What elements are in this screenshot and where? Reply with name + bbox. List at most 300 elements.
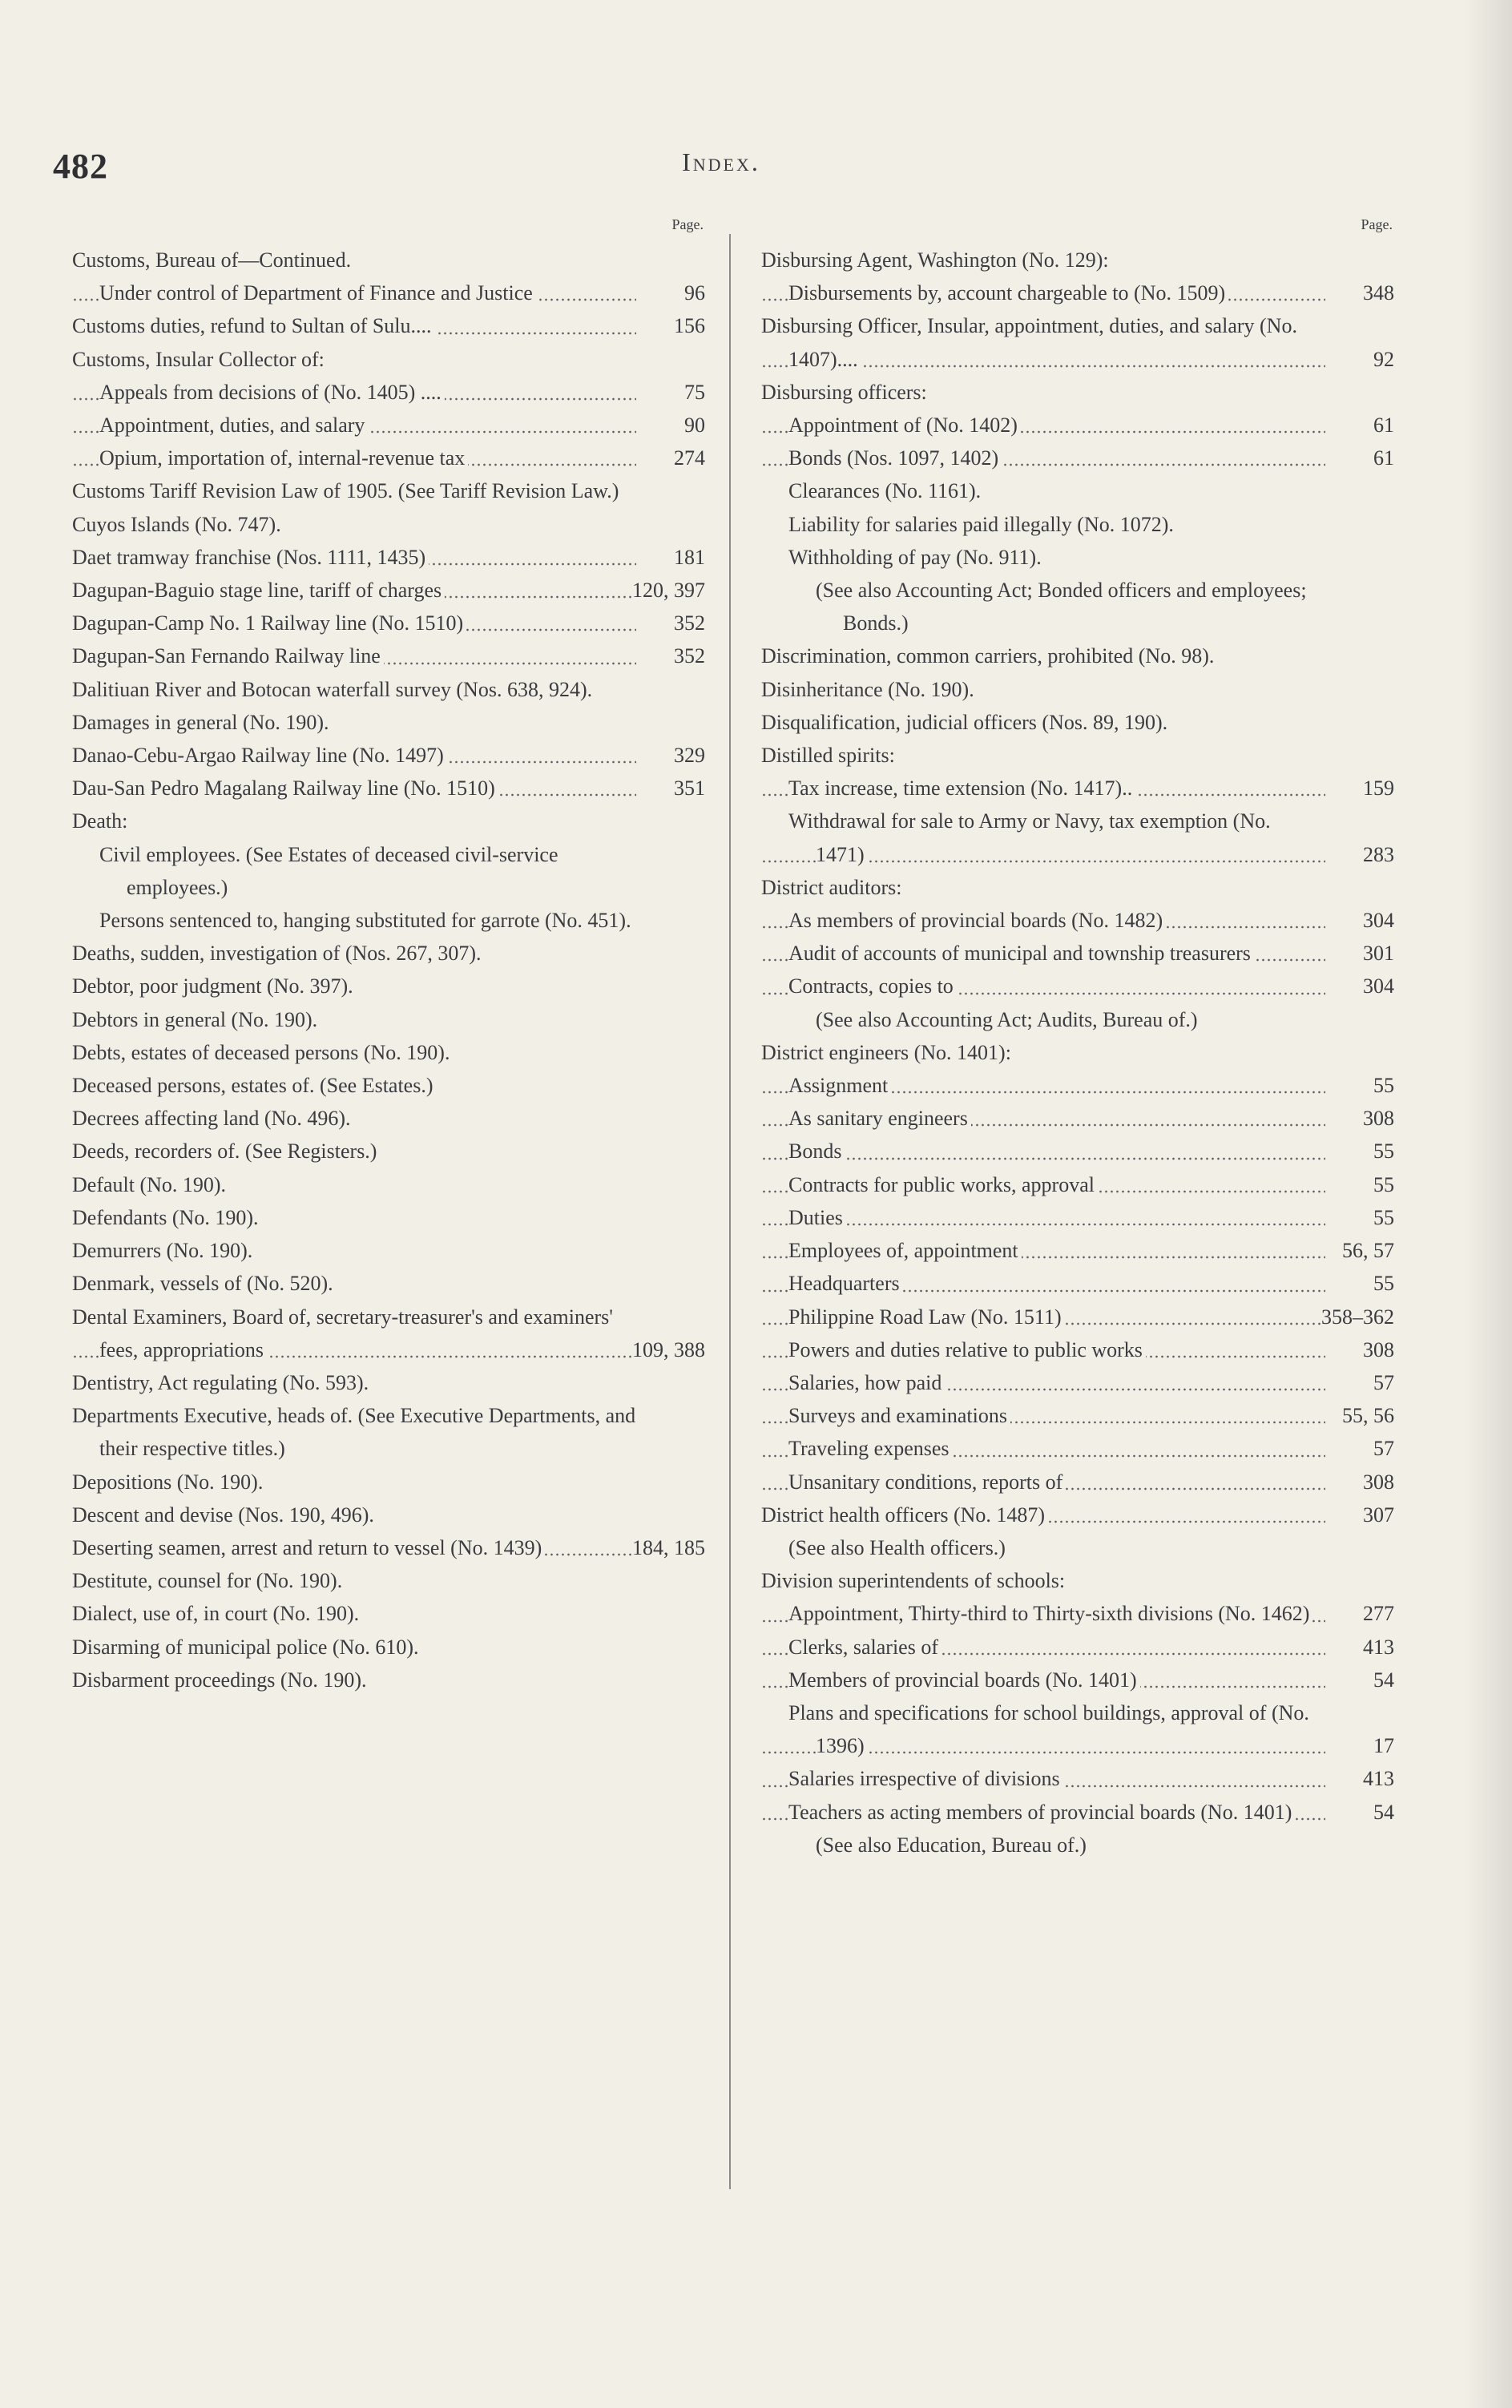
index-entry — [761, 970, 1394, 1002]
left-entry-list — [72, 244, 705, 1696]
index-entry-text — [72, 1069, 636, 1102]
index-entry — [761, 1466, 1394, 1498]
index-entry-label: Defendants (No. 190). — [72, 1205, 259, 1229]
index-entry-label: Descent and devise (Nos. 190, 496). — [72, 1502, 374, 1527]
index-entry-label: Customs, Insular Collector of: — [72, 347, 325, 371]
index-entry-text — [72, 1036, 636, 1069]
index-entry — [72, 1168, 705, 1201]
index-entry — [761, 1069, 1394, 1102]
index-entry-text — [72, 706, 636, 739]
index-entry — [761, 1301, 1394, 1333]
index-entry — [72, 739, 705, 772]
index-entry — [761, 442, 1394, 474]
index-entry-text — [72, 1234, 636, 1267]
index-entry-pages: 413 — [1363, 1767, 1394, 1791]
index-entry — [72, 474, 705, 507]
index-entry — [72, 1564, 705, 1597]
running-head: Index. — [682, 147, 760, 176]
index-entry — [761, 276, 1394, 309]
index-entry-label: Duties — [788, 1206, 846, 1229]
index-entry-label: (See also Accounting Act; Audits, Bureau of.) — [816, 1007, 1198, 1031]
index-entry-label: Bonds — [788, 1139, 845, 1163]
index-entry — [761, 805, 1394, 870]
index-entry-label: Liability for salaries paid illegally (No. 1072). — [788, 512, 1174, 536]
index-entry-label: Danao-Cebu-Argao Railway line (No. 1497) — [72, 744, 447, 767]
index-entry-label: Salaries, how paid — [788, 1371, 945, 1394]
index-entry-label: Under control of Department of Finance and Justice — [99, 281, 536, 305]
index-entry-label: Appointment, Thirty-third to Thirty-sixth divisions (No. 1462) — [788, 1602, 1312, 1625]
index-entry-text — [761, 1631, 1325, 1664]
index-entry-pages: 75 — [684, 380, 705, 404]
index-entry-label: Powers and duties relative to public works — [788, 1338, 1146, 1361]
index-entry-pages: 109, 388 — [632, 1337, 705, 1361]
index-entry-label: Dental Examiners, Board of, secretary-treasurer's and examiners' fees, appropriations — [72, 1305, 613, 1361]
index-entry — [72, 1234, 705, 1267]
index-entry-text — [761, 409, 1325, 442]
index-entry-text — [761, 1201, 1325, 1234]
index-entry-pages: 92 — [1373, 347, 1394, 371]
index-entry — [72, 376, 705, 409]
index-entry — [72, 1102, 705, 1135]
index-entry-label: Denmark, vessels of (No. 520). — [72, 1272, 333, 1296]
index-entry-text — [72, 607, 636, 639]
index-entry-label: Tax increase, time extension (No. 1417).. — [788, 776, 1135, 800]
index-entry-pages: 184, 185 — [632, 1535, 705, 1559]
index-entry — [761, 1829, 1394, 1861]
index-entry-pages: 61 — [1373, 413, 1394, 438]
index-entry-text — [761, 1696, 1325, 1762]
index-entry-pages: 156 — [674, 314, 705, 338]
index-entry-text — [761, 474, 1325, 507]
index-entry — [761, 1201, 1394, 1234]
index-entry-text — [72, 1564, 636, 1597]
index-entry-pages: 307 — [1363, 1502, 1394, 1527]
index-entry — [761, 508, 1394, 541]
index-entry-text — [72, 574, 632, 607]
index-entry-text — [761, 1003, 1325, 1036]
index-entry — [761, 1696, 1394, 1762]
index-entry-text — [761, 276, 1325, 309]
index-entry-text — [72, 639, 636, 672]
index-entry-text — [761, 1597, 1325, 1630]
index-entry-text — [761, 904, 1325, 937]
index-entry-pages: 56, 57 — [1342, 1239, 1394, 1263]
index-entry — [761, 309, 1394, 375]
page-edge-shadow — [1464, 0, 1512, 2408]
index-entry — [761, 1597, 1394, 1630]
index-entry-pages: 96 — [684, 281, 705, 305]
right-page-heading: Page. — [1361, 216, 1393, 232]
index-entry-label: Debtor, poor judgment (No. 397). — [72, 974, 353, 998]
index-entry-pages: 413 — [1363, 1635, 1394, 1659]
index-entry — [761, 1135, 1394, 1168]
index-entry-text — [72, 739, 636, 772]
index-entry-label: Discrimination, common carriers, prohibited (No. 98). — [761, 644, 1215, 668]
index-entry — [761, 871, 1394, 904]
index-entry-label: District auditors: — [761, 875, 902, 899]
index-entry — [761, 639, 1394, 672]
index-entry-text — [72, 1664, 636, 1696]
index-entry-label: Persons sentenced to, hanging substituted for garrote (No. 451). — [99, 909, 631, 933]
index-entry-label: Contracts for public works, approval — [788, 1173, 1098, 1196]
index-entry-label: Contracts, copies to — [788, 974, 957, 998]
index-entry — [72, 838, 705, 904]
index-entry-text — [72, 904, 636, 937]
index-entry — [761, 1564, 1394, 1597]
index-entry-label: Disbarment proceedings (No. 190). — [72, 1668, 367, 1692]
index-entry-text — [72, 838, 636, 904]
index-entry-label: Assignment — [788, 1074, 891, 1097]
index-entry-label: Disbursing Agent, Washington (No. 129): — [761, 248, 1109, 272]
index-entry — [72, 1036, 705, 1069]
index-entry-label: Civil employees. (See Estates of deceased civil-service employees.) — [99, 842, 558, 899]
index-entry — [761, 1036, 1394, 1069]
index-entry-label: Salaries irrespective of divisions — [788, 1767, 1063, 1790]
index-entry-text — [761, 1531, 1325, 1564]
index-entry-pages: 55, 56 — [1342, 1404, 1394, 1428]
index-entry-label: Disbursing Officer, Insular, appointment, duties, and salary (No. 1407).... — [761, 314, 1297, 371]
index-entry-pages: 57 — [1373, 1370, 1394, 1394]
index-entry-pages: 17 — [1373, 1734, 1394, 1758]
index-entry — [761, 1399, 1394, 1432]
index-entry-text — [72, 1597, 636, 1630]
index-entry-pages: 308 — [1363, 1107, 1394, 1131]
index-entry-text — [72, 1498, 636, 1531]
index-entry — [72, 706, 705, 739]
index-entry — [761, 1796, 1394, 1829]
index-entry-text — [72, 673, 636, 706]
index-entry-label: Dagupan-Baguio stage line, tariff of charges — [72, 579, 445, 602]
index-entry-label: (See also Health officers.) — [788, 1535, 1006, 1559]
index-entry-label: Bonds (Nos. 1097, 1402) — [788, 446, 1002, 470]
index-entry-label: Clerks, salaries of — [788, 1636, 941, 1659]
index-entry — [72, 805, 705, 837]
index-entry-label: Disbursements by, account chargeable to (No. 1509) — [788, 281, 1228, 305]
index-entry-pages: 301 — [1363, 942, 1394, 966]
index-entry-text — [72, 1168, 636, 1201]
index-entry-text — [761, 508, 1325, 541]
index-entry — [72, 639, 705, 672]
index-entry — [72, 1498, 705, 1531]
index-entry — [72, 1631, 705, 1664]
index-entry-label: Dau-San Pedro Magalang Railway line (No. 1510) — [72, 776, 498, 800]
index-entry-pages: 181 — [674, 545, 705, 569]
index-entry — [72, 1366, 705, 1399]
index-entry-text — [761, 1102, 1325, 1135]
index-entry-text — [761, 1301, 1321, 1333]
index-entry — [72, 970, 705, 1002]
right-entry-list — [761, 244, 1394, 1861]
index-entry — [761, 574, 1394, 639]
index-entry-text — [761, 1498, 1325, 1531]
index-entry-text — [761, 1432, 1325, 1465]
index-entry-label: Philippine Road Law (No. 1511) — [788, 1305, 1065, 1329]
index-entry-label: Headquarters — [788, 1272, 903, 1295]
index-entry-text — [761, 1564, 1325, 1597]
index-entry — [761, 1234, 1394, 1267]
index-entry-text — [761, 442, 1325, 474]
index-entry — [72, 1597, 705, 1630]
index-entry — [761, 1631, 1394, 1664]
index-entry — [761, 1102, 1394, 1135]
index-entry-text — [761, 1399, 1325, 1432]
index-entry-text — [761, 1366, 1325, 1399]
index-entry-pages: 352 — [674, 644, 705, 668]
index-entry-label: Disarming of municipal police (No. 610). — [72, 1635, 419, 1659]
index-entry-label: Deeds, recorders of. (See Registers.) — [72, 1139, 377, 1164]
index-entry — [761, 1168, 1394, 1201]
index-entry-pages: 55 — [1373, 1074, 1394, 1098]
index-entry-text — [761, 1135, 1325, 1168]
index-entry-pages: 283 — [1363, 842, 1394, 866]
index-entry-label: Employees of, appointment — [788, 1239, 1022, 1262]
index-entry-label: Demurrers (No. 190). — [72, 1239, 253, 1263]
index-entry-text — [761, 673, 1325, 706]
index-entry-label: Decrees affecting land (No. 496). — [72, 1107, 351, 1131]
index-entry-pages: 308 — [1363, 1337, 1394, 1361]
index-entry-text — [761, 1069, 1325, 1102]
index-entry — [761, 673, 1394, 706]
index-entry-label: Death: — [72, 809, 128, 833]
index-entry-text — [761, 309, 1325, 375]
index-entry-pages: 348 — [1363, 281, 1394, 305]
index-entry-text — [72, 474, 636, 507]
index-entry-text — [761, 772, 1325, 805]
index-entry-text — [72, 1267, 636, 1300]
index-entry — [761, 376, 1394, 409]
index-entry-text — [72, 1003, 636, 1036]
index-entry-text — [761, 970, 1325, 1002]
index-entry-label: Cuyos Islands (No. 747). — [72, 512, 281, 536]
index-entry-label: Disinheritance (No. 190). — [761, 677, 974, 701]
column-divider — [729, 234, 731, 2189]
index-entry-pages: 304 — [1363, 974, 1394, 998]
index-entry — [72, 673, 705, 706]
index-entry-label: Deaths, sudden, investigation of (Nos. 267, 307). — [72, 942, 482, 966]
index-entry-text — [761, 1168, 1325, 1201]
index-entry — [72, 1466, 705, 1498]
index-entry — [761, 772, 1394, 805]
index-entry-text — [72, 508, 636, 541]
index-entry-label: Distilled spirits: — [761, 744, 895, 768]
index-entry — [72, 772, 705, 805]
index-entry-pages: 120, 397 — [632, 579, 705, 603]
index-entry — [72, 1664, 705, 1696]
index-entry-label: Disqualification, judicial officers (Nos. 89, 190). — [761, 710, 1168, 734]
index-entry-text — [761, 244, 1325, 276]
index-entry — [72, 1201, 705, 1234]
index-entry-text — [761, 706, 1325, 739]
index-entry-label: As sanitary engineers — [788, 1107, 971, 1130]
index-entry-text — [761, 1333, 1325, 1366]
index-entry-text — [72, 937, 636, 970]
index-entry — [761, 409, 1394, 442]
index-entry-text — [761, 1234, 1325, 1267]
index-entry-text — [72, 1135, 636, 1168]
index-entry — [761, 706, 1394, 739]
index-entry — [72, 541, 705, 574]
index-entry-label: Debtors in general (No. 190). — [72, 1007, 318, 1031]
index-entry — [72, 1301, 705, 1366]
index-entry-text — [72, 1301, 632, 1366]
index-entry-label: Appointment of (No. 1402) — [788, 413, 1021, 437]
index-entry-text — [761, 1466, 1325, 1498]
index-entry — [72, 1003, 705, 1036]
index-entry-label: Appointment, duties, and salary — [99, 413, 368, 437]
index-entry — [72, 1135, 705, 1168]
index-entry — [72, 442, 705, 474]
index-entry — [761, 1003, 1394, 1036]
index-entry-pages: 352 — [674, 611, 705, 635]
index-entry-label: Debts, estates of deceased persons (No. 190). — [72, 1040, 450, 1064]
index-entry — [72, 343, 705, 376]
index-entry-label: Withdrawal for sale to Army or Navy, tax exemption (No. 1471) — [788, 809, 1271, 866]
index-entry-label: Traveling expenses — [788, 1437, 953, 1460]
index-entry — [761, 1333, 1394, 1366]
index-entry — [761, 1531, 1394, 1564]
index-entry-pages: 159 — [1363, 776, 1394, 801]
index-entry — [761, 1366, 1394, 1399]
left-column — [72, 216, 705, 1696]
index-entry-text — [72, 1366, 636, 1399]
index-entry-text — [761, 574, 1325, 639]
index-entry-text — [761, 1796, 1325, 1829]
index-entry — [761, 904, 1394, 937]
index-entry — [761, 937, 1394, 970]
index-entry-text — [72, 409, 636, 442]
index-entry-text — [72, 244, 636, 276]
index-entry-label: Customs, Bureau of—Continued. — [72, 248, 352, 272]
index-entry — [72, 244, 705, 276]
index-entry-pages: 54 — [1373, 1668, 1394, 1692]
index-entry-pages: 90 — [684, 413, 705, 438]
index-entry-text — [761, 1829, 1325, 1861]
index-entry-pages: 54 — [1373, 1800, 1394, 1824]
index-entry-pages: 358–362 — [1321, 1305, 1394, 1329]
index-entry-label: Disbursing officers: — [761, 380, 927, 404]
index-entry-pages: 308 — [1363, 1470, 1394, 1494]
index-entry-label: Destitute, counsel for (No. 190). — [72, 1569, 343, 1593]
index-entry-text — [72, 805, 636, 837]
index-entry-pages: 329 — [674, 744, 705, 768]
index-entry — [72, 1267, 705, 1300]
index-entry — [761, 1664, 1394, 1696]
index-entry-label: Default (No. 190). — [72, 1172, 227, 1196]
index-entry — [761, 541, 1394, 574]
index-entry-label: Division superintendents of schools: — [761, 1569, 1066, 1593]
index-entry-text — [761, 1267, 1325, 1300]
index-entry — [72, 309, 705, 342]
index-entry-label: As members of provincial boards (No. 1482) — [788, 909, 1166, 932]
index-entry-label: (See also Accounting Act; Bonded officers and employees; Bonds.) — [816, 579, 1307, 635]
index-entry — [761, 244, 1394, 276]
index-entry — [761, 1762, 1394, 1795]
index-entry — [72, 409, 705, 442]
index-entry-label: Plans and specifications for school buildings, approval of (No. 1396) — [788, 1700, 1309, 1758]
index-entry-label: Daet tramway franchise (Nos. 1111, 1435) — [72, 546, 429, 569]
index-entry-text — [72, 970, 636, 1002]
index-entry-label: Dalitiuan River and Botocan waterfall survey (Nos. 638, 924). — [72, 677, 593, 701]
index-entry-pages: 351 — [674, 776, 705, 801]
index-entry-label: District engineers (No. 1401): — [761, 1040, 1011, 1064]
index-entry-text — [761, 376, 1325, 409]
index-entry — [761, 1267, 1394, 1300]
index-entry-text — [72, 309, 636, 342]
index-entry-pages: 55 — [1373, 1172, 1394, 1196]
index-entry-text — [72, 541, 636, 574]
index-entry — [72, 937, 705, 970]
index-entry-label: Surveys and examinations — [788, 1404, 1010, 1427]
index-entry-text — [761, 1664, 1325, 1696]
index-entry — [72, 1069, 705, 1102]
left-page-heading: Page. — [671, 216, 704, 232]
index-entry-label: Teachers as acting members of provincial boards (No. 1401) — [788, 1801, 1295, 1824]
index-entry-pages: 55 — [1373, 1272, 1394, 1296]
index-entry-label: Customs duties, refund to Sultan of Sulu.... — [72, 314, 435, 337]
index-entry-text — [761, 1762, 1325, 1795]
index-entry-text — [72, 376, 636, 409]
index-entry — [72, 574, 705, 607]
index-entry-label: Depositions (No. 190). — [72, 1470, 264, 1494]
index-entry-label: (See also Education, Bureau of.) — [816, 1833, 1087, 1857]
index-entry-label: Damages in general (No. 190). — [72, 710, 329, 734]
index-entry-text — [72, 1201, 636, 1234]
index-entry-label: Dagupan-Camp No. 1 Railway line (No. 1510) — [72, 611, 466, 635]
index-entry-label: Members of provincial boards (No. 1401) — [788, 1668, 1140, 1692]
index-entry-text — [761, 937, 1325, 970]
index-entry — [72, 1531, 705, 1564]
index-entry-text — [761, 1036, 1325, 1069]
index-entry-label: Dialect, use of, in court (No. 190). — [72, 1602, 360, 1626]
index-entry-pages: 274 — [674, 446, 705, 470]
index-entry-text — [72, 772, 636, 805]
index-entry — [72, 508, 705, 541]
index-entry-text — [761, 739, 1325, 772]
index-entry-text — [72, 1466, 636, 1498]
index-entry-text — [761, 805, 1325, 870]
index-entry-text — [72, 1531, 632, 1564]
index-entry-pages: 55 — [1373, 1205, 1394, 1229]
index-entry-pages: 55 — [1373, 1139, 1394, 1164]
index-entry — [72, 607, 705, 639]
index-entry-text — [72, 1399, 636, 1465]
index-entry-label: Withholding of pay (No. 911). — [788, 545, 1042, 569]
index-entry-pages: 61 — [1373, 446, 1394, 470]
index-entry — [72, 904, 705, 937]
index-entry-text — [72, 1102, 636, 1135]
index-entry-text — [72, 442, 636, 474]
index-entry-label: Audit of accounts of municipal and township treasurers — [788, 942, 1254, 965]
index-entry-pages: 304 — [1363, 909, 1394, 933]
page-number: 482 — [53, 147, 108, 186]
index-entry-label: Unsanitary conditions, reports of — [788, 1470, 1066, 1494]
index-entry — [761, 1432, 1394, 1465]
index-entry — [72, 1399, 705, 1465]
index-entry-text — [761, 871, 1325, 904]
index-entry — [761, 739, 1394, 772]
index-entry-label: Dentistry, Act regulating (No. 593). — [72, 1370, 369, 1394]
right-column — [761, 216, 1394, 1861]
index-entry-pages: 57 — [1373, 1437, 1394, 1461]
index-entry-text — [72, 343, 636, 376]
index-entry-label: Deceased persons, estates of. (See Estates.) — [72, 1074, 433, 1098]
index-entry-pages: 277 — [1363, 1602, 1394, 1626]
index-entry-text — [72, 1631, 636, 1664]
index-entry-label: Opium, importation of, internal-revenue tax — [99, 446, 468, 470]
index-entry-label: Deserting seamen, arrest and return to vessel (No. 1439) — [72, 1536, 545, 1559]
index-entry — [72, 276, 705, 309]
index-entry-label: Appeals from decisions of (No. 1405) .... — [99, 381, 445, 404]
